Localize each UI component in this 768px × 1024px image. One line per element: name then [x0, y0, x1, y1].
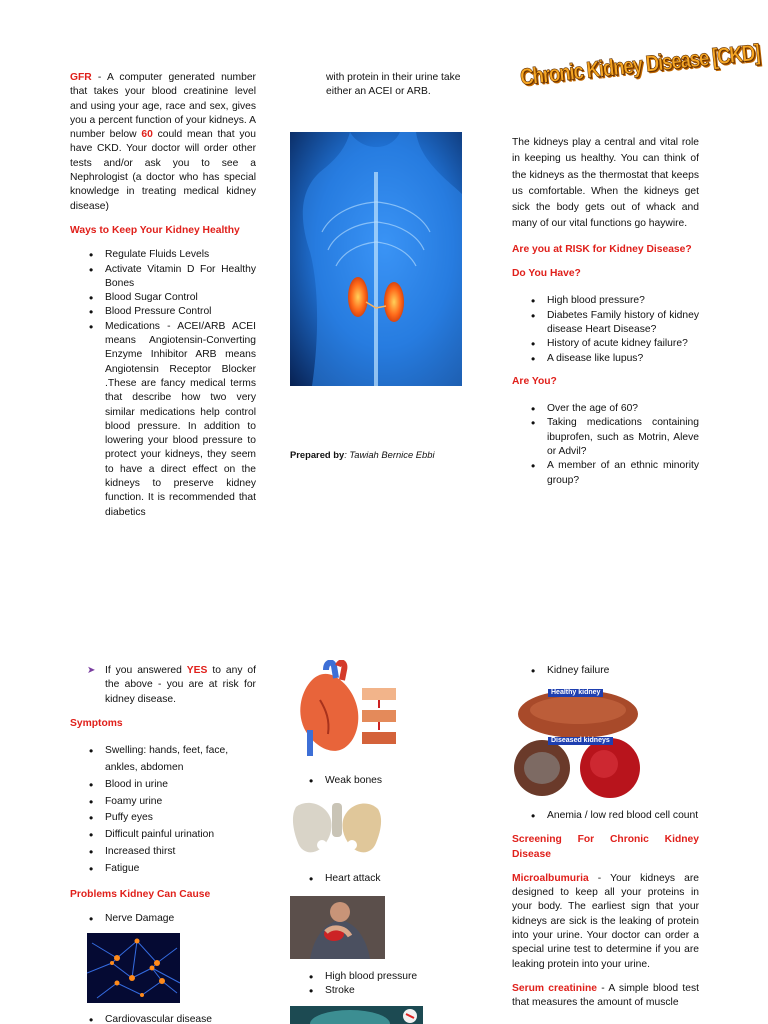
- col3-top: [512, 135, 699, 488]
- are-item: • Over the age of 60?: [512, 402, 699, 416]
- arrow-bullet-icon: ➤: [87, 665, 96, 676]
- effect-item: • Stroke: [290, 984, 460, 998]
- microalbumuria-paragraph: [512, 872, 699, 972]
- problems-list-right-b: [512, 809, 699, 823]
- have-item: • History of acute kidney failure?: [512, 337, 699, 351]
- symptom-item: • Difficult painful urination: [70, 827, 256, 844]
- problem-item: • Nerve Damage: [70, 912, 256, 926]
- pelvis-illustration: [290, 797, 384, 863]
- col2-bottom-a: [290, 774, 460, 788]
- diseased-kidneys-label: Diseased kidneys: [548, 737, 613, 745]
- ways-item: • Blood Pressure Control: [70, 305, 256, 319]
- are-item: • Taking medications containing ibuprofen, such as Motrin, Aleve or Advil?: [512, 416, 699, 459]
- have-item: • Diabetes Family history of kidney disease Heart Disease?: [512, 309, 699, 338]
- heart-image: [290, 660, 398, 758]
- answer-yes: YES: [186, 665, 208, 676]
- serum-creatinine-paragraph: [512, 982, 699, 1011]
- intro-paragraph: The kidneys play a central and vital role in keeping us healthy. You can think of the kidneys as the thermostat that keeps us comfortable. When the kidneys get sick the body gets out of whack and many of our vital functions go haywire.: [512, 137, 699, 230]
- problems-heading: Problems Kidney Can Cause: [70, 888, 211, 900]
- problems-list-right-a: [512, 664, 699, 678]
- ways-heading: Ways to Keep Your Kidney Healthy: [70, 224, 240, 236]
- heart-attack-image: [290, 896, 385, 959]
- answer-text-b: to any of the above - you are at risk for kidney disease.: [105, 665, 256, 705]
- effect-item: • Weak bones: [290, 774, 460, 788]
- ways-item: • Activate Vitamin D For Healthy Bones: [70, 263, 256, 292]
- problems-list: [70, 912, 256, 926]
- col3-bottom-b: [512, 809, 699, 1011]
- have-item: • High blood pressure?: [512, 294, 699, 308]
- brain-illustration: [290, 1006, 423, 1024]
- serum-creatinine-term: Serum creatinine: [512, 982, 597, 994]
- screening-heading: Screening For Chronic Kidney Disease: [512, 834, 699, 860]
- symptom-item: • Swelling: hands, feet, face, ankles, abdomen: [70, 743, 256, 777]
- have-item: • A disease like lupus?: [512, 352, 699, 366]
- col1-bottom: [70, 664, 256, 926]
- symptom-item: • Foamy urine: [70, 794, 256, 811]
- ways-item: • Regulate Fluids Levels: [70, 248, 256, 262]
- ways-item: • Medications - ACEI/ARB ACEI means Angiotensin-Converting Enzyme Inhibitor ARB means Angiotensin Receptor Blocker .These are fancy medical terms that describe how two very similar medications help control blood pressure. In addition to lowering your blood pressure to protect your kidneys, they seem to have a direct effect on the kidneys to preserve kidney function. It is recommended that diabetics: [70, 320, 256, 520]
- col2-top-text: [326, 71, 478, 100]
- brochure-title: Chronic Kidney Disease [CKD]: [518, 38, 761, 90]
- have-heading: Do You Have?: [512, 268, 581, 280]
- chest-pain-illustration: [290, 896, 385, 959]
- gfr-text-a: - A computer generated number that takes your blood creatinine level and using your age, race and sex, gives you a percent function of your kidneys. A number below: [70, 72, 256, 141]
- kidneys-comparison-image: [512, 686, 643, 798]
- risk-heading: Are you at RISK for Kidney Disease?: [512, 243, 692, 255]
- col2-bottom-b: [290, 872, 460, 886]
- nerve-image: [87, 933, 180, 1003]
- are-heading: Are You?: [512, 375, 557, 387]
- acei-continued-text: with protein in their urine take either an ACEI or ARB.: [326, 72, 461, 98]
- gfr-text-b: could mean that you have CKD. Your doctor will order other tests and/or ask you to see a Nephrologist (a doctor who has special knowledge in treating medical kidney disease): [70, 129, 256, 212]
- effect-item: • High blood pressure: [290, 970, 460, 984]
- gfr-term: GFR: [70, 72, 92, 83]
- problem-item: • Cardiovascular disease: [70, 1013, 256, 1024]
- symptom-item: • Blood in urine: [70, 777, 256, 794]
- effects-list-a: [290, 774, 460, 788]
- microalbumuria-term: Microalbumuria: [512, 872, 589, 884]
- gfr-paragraph: [70, 71, 256, 214]
- stroke-image: [290, 1006, 423, 1024]
- prepared-by: [290, 448, 490, 462]
- col2-bottom-c: [290, 970, 460, 999]
- kidney-body-illustration: [290, 132, 462, 386]
- problem-item: • Anemia / low red blood cell count: [512, 809, 699, 823]
- prepared-by-name: : Tawiah Bernice Ebbi: [344, 449, 435, 460]
- healthy-kidney-label: Healthy kidney: [548, 689, 603, 697]
- answer-text-a: If you answered: [105, 665, 187, 676]
- problem-item: • Kidney failure: [512, 664, 699, 678]
- col1-bottom-last: [70, 1013, 256, 1024]
- symptoms-heading: Symptoms: [70, 717, 123, 729]
- neurons-illustration: [87, 933, 180, 1003]
- symptom-item: • Fatigue: [70, 861, 256, 878]
- symptoms-list: [70, 743, 256, 877]
- serum-creatinine-text: - A simple blood test that measures the amount of muscle: [512, 982, 699, 1009]
- kidney-body-image: [290, 132, 462, 386]
- ways-list: [70, 248, 256, 520]
- answer-note: [70, 664, 256, 707]
- effect-item: • Heart attack: [290, 872, 460, 886]
- effects-list-b: [290, 872, 460, 886]
- prepared-by-label: Prepared by: [290, 449, 345, 460]
- bones-image: [290, 797, 384, 863]
- symptom-item: • Puffy eyes: [70, 810, 256, 827]
- microalbumuria-text: - Your kidneys are designed to keep all your proteins in your body. The earliest sign that your kidneys are sick is the leaking of protein into your urine. Your doctor can order a special urine test to determine if you are leaking protein into your urine.: [512, 872, 699, 970]
- gfr-number: 60: [141, 129, 153, 141]
- have-list: [512, 294, 699, 365]
- col1-top: [70, 71, 256, 520]
- are-list: [512, 402, 699, 488]
- problems-list-cont: [70, 1013, 256, 1024]
- ways-item: • Blood Sugar Control: [70, 291, 256, 305]
- col3-bottom-a: [512, 664, 699, 678]
- symptom-item: • Increased thirst: [70, 844, 256, 861]
- effects-list-c: [290, 970, 460, 999]
- heart-illustration: [290, 660, 398, 758]
- are-item: • A member of an ethnic minority group?: [512, 459, 699, 488]
